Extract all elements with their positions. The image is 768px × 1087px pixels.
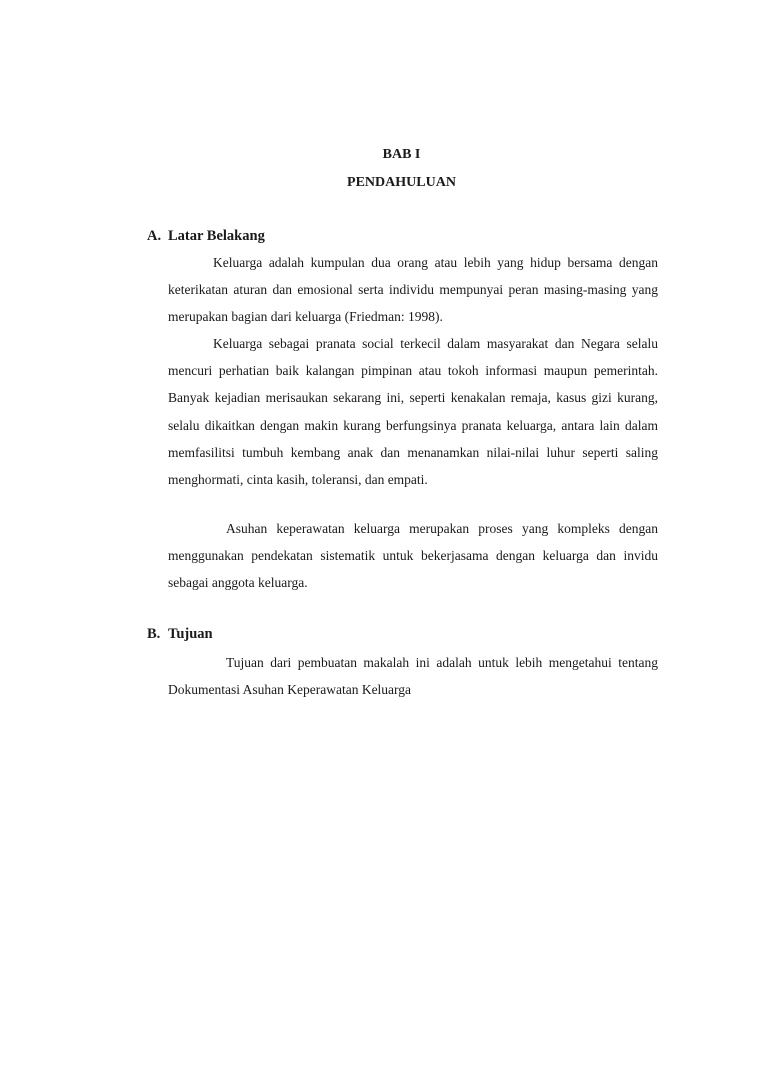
section-b-heading bbox=[147, 626, 213, 643]
paragraph-a1: Keluarga adalah kumpulan dua orang atau lebih yang hidup bersama dengan keterikatan aturan dan emosional serta individu mempunyai peran masing-masing yang merupakan bagian dari keluarga (Friedman: 1998). bbox=[168, 255, 658, 325]
section-a-title: Latar Belakang bbox=[168, 228, 265, 244]
paragraph-a2: Keluarga sebagai pranata social terkecil dalam masyarakat dan Negara selalu mencuri perhatian baik kalangan pimpinan atau tokoh informasi maupun pemerintah. Banyak kejadian merisaukan sekarang ini, seperti kenakalan remaja, kasus gizi kurang, selalu dikaitkan dengan makin kurang berfungsinya pranata keluarga, antara lain dalam memfasilitsi tumbuh kembang anak dan menanamkan nilai-nilai luhur seperti saling menghormati, cinta kasih, toleransi, dan empati. bbox=[168, 336, 658, 488]
paragraph-b1: Tujuan dari pembuatan makalah ini adalah untuk lebih mengetahui tentang Dokumentasi Asuhan Keperawatan Keluarga bbox=[168, 655, 658, 698]
chapter-title: PENDAHULUAN bbox=[347, 175, 456, 190]
section-b-number: B. bbox=[147, 626, 161, 642]
section-a-number: A. bbox=[147, 228, 162, 244]
section-a-heading bbox=[147, 228, 265, 245]
paragraph-a3: Asuhan keperawatan keluarga merupakan proses yang kompleks dengan menggunakan pendekatan sistematik untuk bekerjasama dengan keluarga dan invidu sebagai anggota keluarga. bbox=[168, 521, 658, 591]
chapter-number: BAB I bbox=[382, 147, 421, 162]
section-b-title: Tujuan bbox=[168, 626, 213, 642]
